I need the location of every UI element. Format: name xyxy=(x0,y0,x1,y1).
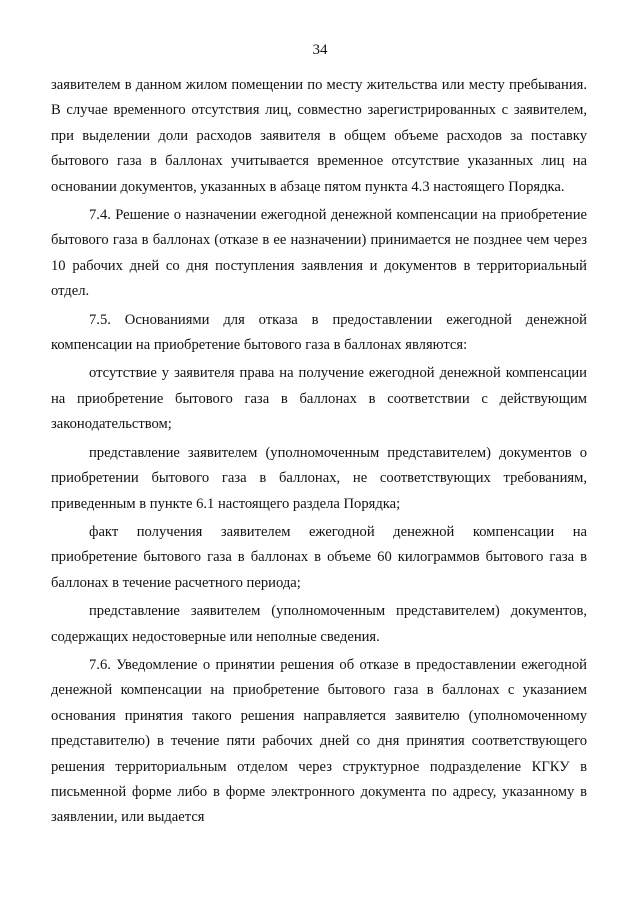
document-body xyxy=(51,73,587,831)
paragraph-7-4: 7.4. Решение о назначении ежегодной денежной компенсации на приобретение бытового газа в баллонах (отказе в ее назначении) принимается не позднее чем через 10 рабочих дней со дня поступления заявления и документов в территориальный отдел. xyxy=(51,207,587,300)
page-number: 34 xyxy=(312,42,328,58)
paragraph-7-5: 7.5. Основаниями для отказа в предоставлении ежегодной денежной компенсации на приобретение бытового газа в баллонах являются: xyxy=(51,311,587,354)
refusal-ground-false-information: представление заявителем (уполномоченным представителем) документов, содержащих недостоверные или неполные сведения. xyxy=(51,603,587,645)
refusal-ground-invalid-documents: представление заявителем (уполномоченным представителем) документов о приобретении бытового газа в баллонах, не соответствующих требованиям, приведенным в пункте 6.1 настоящего раздела Порядка; xyxy=(51,444,587,512)
paragraph-continuation: заявителем в данном жилом помещении по месту жительства или месту пребывания. В случае временного отсутствия лиц, совместно зарегистрированных с заявителем, при выделении доли расходов заявителя в общем объеме расходов за поставку бытового газа в баллонах учитывается временное отсутствие указанных лиц на основании документов, указанных в абзаце пятом пункта 4.3 настоящего Порядка. xyxy=(51,77,587,195)
refusal-ground-limit-reached: факт получения заявителем ежегодной денежной компенсации на приобретение бытового газа в баллонах в объеме 60 килограммов бытового газа в баллонах в течение расчетного периода; xyxy=(51,523,587,591)
paragraph-7-6: 7.6. Уведомление о принятии решения об отказе в предоставлении ежегодной денежной компенсации на приобретение бытового газа в баллонах с указанием основания принятия такого решения направляется заявителю (уполномоченному представителю) в течение пяти рабочих дней со дня принятия соответствующего решения территориальным отделом через структурное подразделение КГКУ в письменной форме либо в форме электронного документа по адресу, указанному в заявлении, или выдается xyxy=(51,656,587,826)
refusal-ground-no-right: отсутствие у заявителя права на получение ежегодной денежной компенсации на приобретение бытового газа в баллонах в соответствии с действующим законодательством; xyxy=(51,365,587,433)
